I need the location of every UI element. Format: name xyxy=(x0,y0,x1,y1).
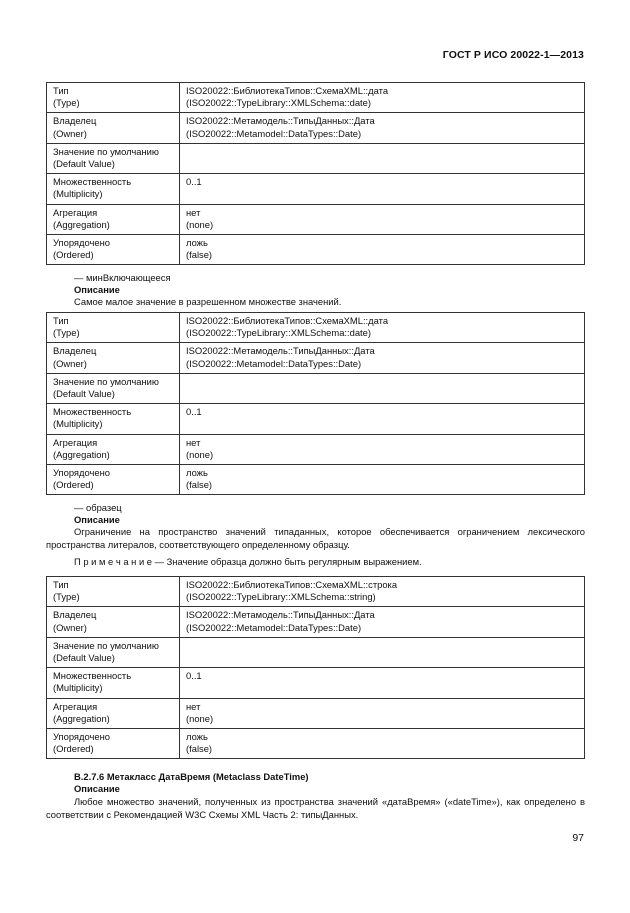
item-name: — минВключающееся xyxy=(74,272,171,283)
property-value-cell xyxy=(180,235,585,265)
property-name-cell xyxy=(47,607,180,637)
table-row xyxy=(47,373,585,403)
property-name-line: (Multiplicity) xyxy=(53,682,103,694)
property-value-line: 0..1 xyxy=(186,176,202,188)
property-name-cell xyxy=(47,434,180,464)
document-header: ГОСТ Р ИСО 20022-1—2013 xyxy=(442,49,584,61)
property-value-cell xyxy=(180,465,585,495)
property-value-line: 0..1 xyxy=(186,670,202,682)
table-row xyxy=(47,698,585,728)
property-value-line xyxy=(186,158,578,170)
property-name-line: (Type) xyxy=(53,97,80,109)
property-value-line xyxy=(186,640,578,652)
table-row xyxy=(47,204,585,234)
property-value-line: (false) xyxy=(186,743,213,755)
property-name-line: Агрегация xyxy=(53,700,98,712)
note xyxy=(74,556,422,569)
property-value-line: (none) xyxy=(186,448,214,460)
property-value-cell xyxy=(180,343,585,373)
property-name-line: (Default Value) xyxy=(53,652,115,664)
table-row xyxy=(47,143,585,173)
table-row xyxy=(47,174,585,204)
description-label: Описание xyxy=(74,514,120,525)
property-name-line: (Ordered) xyxy=(53,249,94,261)
property-value-cell xyxy=(180,668,585,698)
property-value-line: (none) xyxy=(186,218,214,230)
property-name-line: Упорядочено xyxy=(53,731,110,743)
note-text: — Значение образца должно быть регулярным выражением. xyxy=(152,556,422,567)
property-value-cell xyxy=(180,143,585,173)
property-value-cell xyxy=(180,698,585,728)
property-value-cell xyxy=(180,113,585,143)
table-row xyxy=(47,113,585,143)
table-row xyxy=(47,637,585,667)
property-name-cell xyxy=(47,373,180,403)
property-name-line: (Aggregation) xyxy=(53,448,110,460)
property-name-line: (Default Value) xyxy=(53,158,115,170)
property-name-line: Тип xyxy=(53,579,69,590)
property-name-line: (Type) xyxy=(53,591,80,603)
property-value-line: нет xyxy=(186,206,201,218)
property-value-line: (false) xyxy=(186,479,213,491)
property-value-cell xyxy=(180,373,585,403)
property-name-cell xyxy=(47,174,180,204)
section-heading: B.2.7.6 Метакласс ДатаВремя (Metaclass DateTime) xyxy=(74,771,309,782)
table-row xyxy=(47,343,585,373)
property-name-cell xyxy=(47,143,180,173)
note-label: П р и м е ч а н и е xyxy=(74,556,153,567)
item-name: — образец xyxy=(74,502,122,513)
property-name-line: (Owner) xyxy=(53,621,87,633)
property-value-cell xyxy=(180,637,585,667)
property-value-line xyxy=(186,376,578,388)
property-name-line: (Owner) xyxy=(53,357,87,369)
property-name-line: (Owner) xyxy=(53,127,87,139)
property-value-line: ISO20022::Метамодель::ТипыДанных::Дата xyxy=(186,609,375,621)
property-name-line: Тип xyxy=(53,315,69,326)
table-row xyxy=(47,465,585,495)
property-name-cell xyxy=(47,204,180,234)
property-value-line: (false) xyxy=(186,249,213,261)
property-name-line: (Ordered) xyxy=(53,743,94,755)
property-value-line: ISO20022::БиблиотекаТипов::СхемаXML::строка xyxy=(186,579,398,590)
property-name-cell xyxy=(47,465,180,495)
property-name-cell xyxy=(47,637,180,667)
table-row xyxy=(47,607,585,637)
property-value-line: ISO20022::БиблиотекаТипов::СхемаXML::дата xyxy=(186,85,389,96)
property-name-cell xyxy=(47,729,180,759)
property-value-cell xyxy=(180,83,585,113)
property-value-line: нет xyxy=(186,436,201,448)
table-row xyxy=(47,404,585,434)
table-row xyxy=(47,83,585,113)
property-value-line: ISO20022::БиблиотекаТипов::СхемаXML::дата xyxy=(186,315,389,326)
description-text: Ограничение на пространство значений типаданных, которое обеспечивается ограничением лексического пространства литералов, соответствующего определенному образцу. xyxy=(46,526,585,550)
page-number: 97 xyxy=(572,832,584,844)
property-name-cell xyxy=(47,83,180,113)
property-name-cell xyxy=(47,113,180,143)
description-label: Описание xyxy=(74,284,120,295)
property-name-line: Множественность xyxy=(53,406,132,418)
property-table-mininclusive-parent xyxy=(46,82,585,265)
property-name-line: (Ordered) xyxy=(53,479,94,491)
property-value-line: ISO20022::Метамодель::ТипыДанных::Дата xyxy=(186,115,375,127)
property-value-line xyxy=(186,388,578,400)
property-value-line xyxy=(186,652,578,664)
property-value-line: (ISO20022::TypeLibrary::XMLSchema::date) xyxy=(186,97,371,109)
property-value-line: ложь xyxy=(186,731,208,743)
property-value-line: (ISO20022::Metamodel::DataTypes::Date) xyxy=(186,357,362,369)
property-name-line: Значение по умолчанию xyxy=(53,145,159,157)
property-value-line: (ISO20022::TypeLibrary::XMLSchema::string) xyxy=(186,591,376,603)
table-row xyxy=(47,235,585,265)
property-name-line: Упорядочено xyxy=(53,467,110,479)
property-value-line xyxy=(186,418,578,430)
property-value-line: нет xyxy=(186,700,201,712)
property-name-line: (Multiplicity) xyxy=(53,418,103,430)
table-row xyxy=(47,577,585,607)
property-name-line: Тип xyxy=(53,85,69,96)
property-value-cell xyxy=(180,607,585,637)
table-row xyxy=(47,729,585,759)
property-value-line xyxy=(186,682,578,694)
property-name-line: (Type) xyxy=(53,327,80,339)
description-text: Самое малое значение в разрешенном множестве значений. xyxy=(74,296,342,307)
property-name-line: (Aggregation) xyxy=(53,218,110,230)
property-name-cell xyxy=(47,577,180,607)
property-name-cell xyxy=(47,235,180,265)
property-value-cell xyxy=(180,404,585,434)
description-label: Описание xyxy=(74,783,120,794)
property-name-cell xyxy=(47,313,180,343)
property-value-cell xyxy=(180,729,585,759)
property-name-line: Упорядочено xyxy=(53,237,110,249)
property-name-line: Владелец xyxy=(53,609,97,621)
property-value-line xyxy=(186,146,578,158)
property-value-cell xyxy=(180,204,585,234)
description-text: Любое множество значений, полученных из пространства значений «датаВремя» («dateTime»), как определено в соответствии с Рекомендацией W3C Схемы XML Часть 2: типыДанных. xyxy=(46,796,585,820)
property-value-line: ложь xyxy=(186,467,208,479)
property-name-line: Множественность xyxy=(53,670,132,682)
property-value-cell xyxy=(180,174,585,204)
property-name-line: (Multiplicity) xyxy=(53,188,103,200)
property-value-line: (ISO20022::TypeLibrary::XMLSchema::date) xyxy=(186,327,371,339)
property-name-cell xyxy=(47,404,180,434)
property-name-line: (Default Value) xyxy=(53,388,115,400)
property-name-cell xyxy=(47,343,180,373)
property-value-cell xyxy=(180,434,585,464)
property-name-cell xyxy=(47,668,180,698)
property-value-cell xyxy=(180,577,585,607)
property-name-line: Агрегация xyxy=(53,206,98,218)
property-name-line: Владелец xyxy=(53,345,97,357)
property-name-line: Значение по умолчанию xyxy=(53,639,159,651)
property-value-line xyxy=(186,188,578,200)
property-name-line: Множественность xyxy=(53,176,132,188)
property-value-cell xyxy=(180,313,585,343)
property-value-line: (ISO20022::Metamodel::DataTypes::Date) xyxy=(186,621,362,633)
property-name-cell xyxy=(47,698,180,728)
property-table-mininclusive xyxy=(46,312,585,495)
property-name-line: Владелец xyxy=(53,115,97,127)
property-value-line: (ISO20022::Metamodel::DataTypes::Date) xyxy=(186,127,362,139)
property-value-line: 0..1 xyxy=(186,406,202,418)
property-name-line: Агрегация xyxy=(53,436,98,448)
property-value-line: ISO20022::Метамодель::ТипыДанных::Дата xyxy=(186,345,375,357)
property-value-line: (none) xyxy=(186,712,214,724)
table-row xyxy=(47,668,585,698)
property-table-pattern xyxy=(46,576,585,759)
property-name-line: Значение по умолчанию xyxy=(53,375,159,387)
table-row xyxy=(47,434,585,464)
property-value-line: ложь xyxy=(186,237,208,249)
table-row xyxy=(47,313,585,343)
property-name-line: (Aggregation) xyxy=(53,712,110,724)
